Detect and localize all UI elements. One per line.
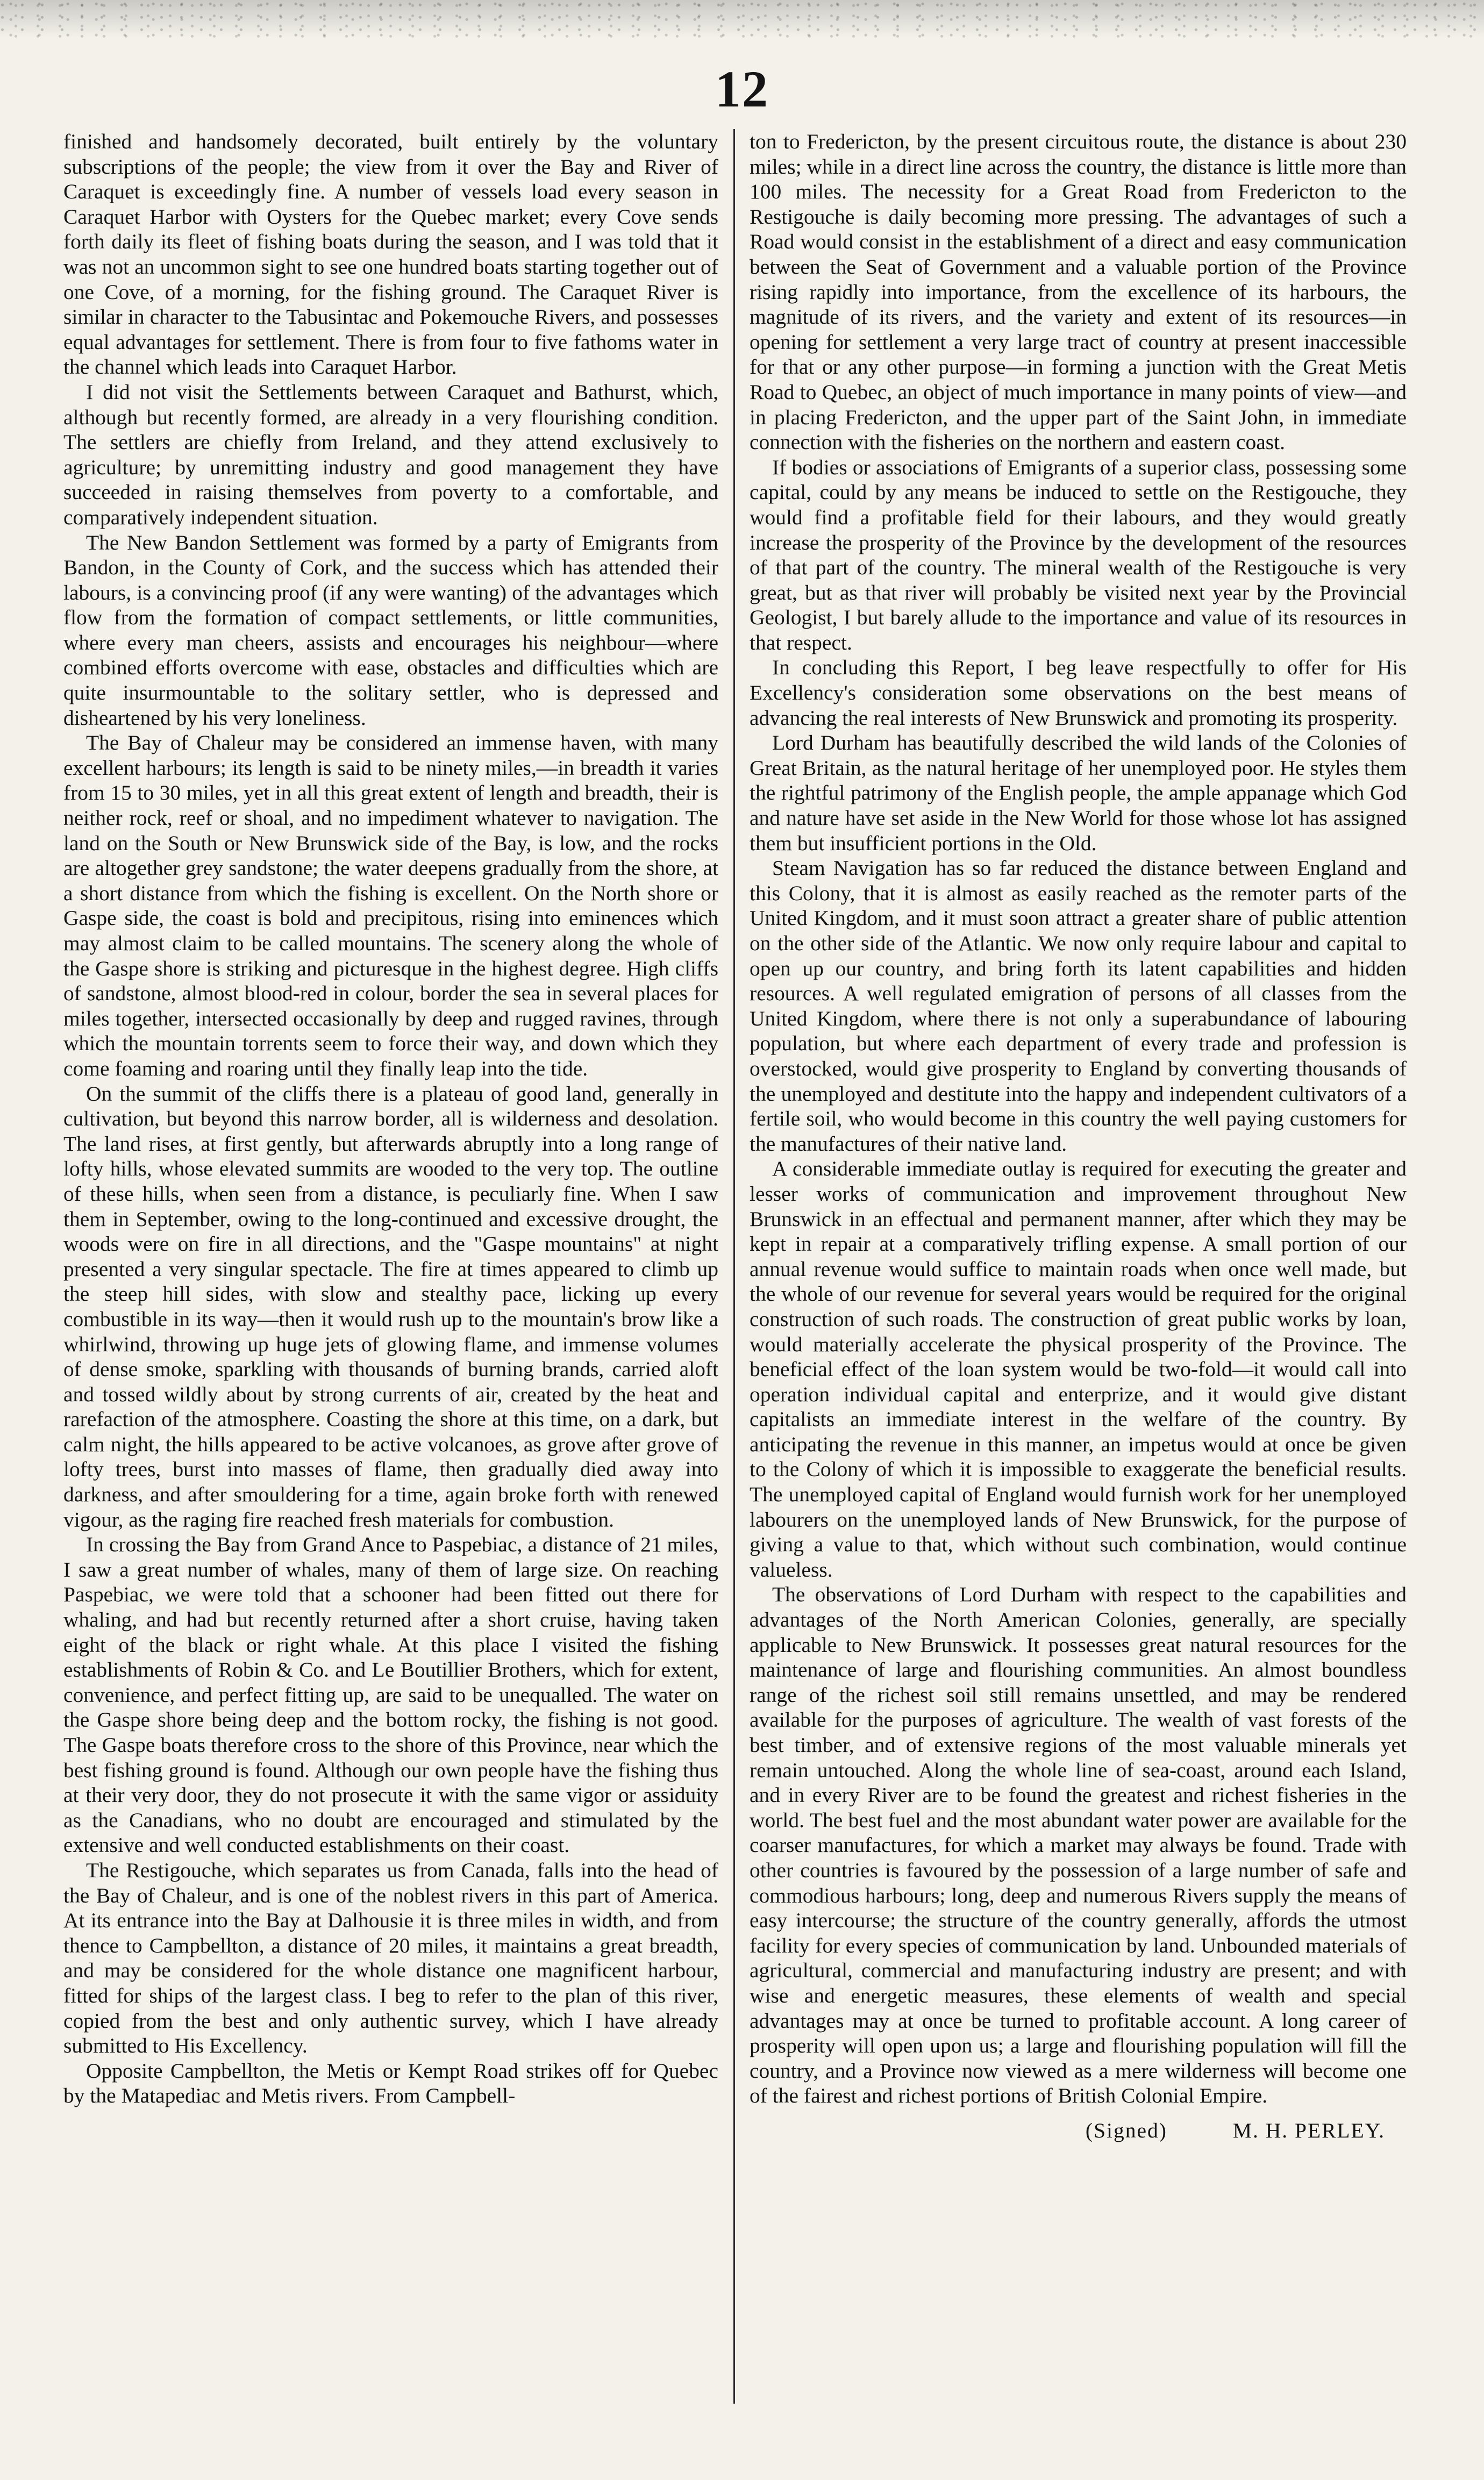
paragraph: A considerable immediate outlay is required for executing the greater and lesser works of communication and improvement throughout New Brunswick in an effectual and permanent manner, after which they may be kept in repair at a comparatively trifling expense. A small portion of our annual revenue would suffice to maintain roads when once well made, but the whole of our revenue for several years would be required for the original construction of such roads. The construction of great public works by loan, would materially accelerate the physical prosperity of the Province. The beneficial effect of the loan system would be two-fold—it would call into operation individual capital and enterprize, and it would give distant capitalists an immediate interest in the welfare of the country. By anticipating the revenue in this manner, an impetus would at once be given to the Colony of which it is impossible to exaggerate the beneficial results. The unemployed capital of England would furnish work for her unemployed labourers on the unemployed lands of New Brunswick, for the purpose of giving a value to that, which without such combination, would continue valueless. — [750, 1157, 1407, 1581]
right-column — [750, 129, 1407, 2143]
page-number: 12 — [715, 60, 769, 118]
signature-name: M. H. PERLEY. — [1232, 2118, 1385, 2142]
signature-label: (Signed) — [1085, 2118, 1167, 2142]
signature — [750, 2118, 1407, 2143]
paragraph: finished and handsomely decorated, built entirely by the voluntary subscriptions of the people; the view from it over the Bay and River of Caraquet is exceedingly fine. A number of vessels load every season in Caraquet Harbor with Oysters for the Quebec market; every Cove sends forth daily its fleet of fishing boats during the season, and I was told that it was not an uncommon sight to see one hundred boats starting together out of one Cove, of a morning, for the fishing ground. The Caraquet River is similar in character to the Tabusintac and Pokemouche Rivers, and possesses equal advantages for settlement. There is from four to five fathoms water in the channel which leads into Caraquet Harbor. — [63, 130, 718, 379]
paragraph: If bodies or associations of Emigrants of a superior class, possessing some capital, could by any means be induced to settle on the Restigouche, they would find a profitable field for their labours, and they would greatly increase the prosperity of the Province by the development of the resources of that part of the country. The mineral wealth of the Restigouche is very great, but as that river will probably be visited next year by the Provincial Geologist, I but barely allude to the importance and value of its resources in that respect. — [750, 455, 1407, 654]
paragraph: In concluding this Report, I beg leave respectfully to offer for His Excellency's consideration some observations on the best means of advancing the real interests of New Brunswick and promoting its prosperity. — [750, 655, 1407, 730]
paragraph: The Restigouche, which separates us from Canada, falls into the head of the Bay of Chaleur, and is one of the noblest rivers in this part of America. At its entrance into the Bay at Dalhousie it is three miles in width, and from thence to Campbellton, a distance of 20 miles, it maintains a great breadth, and may be considered for the whole distance one magnificent harbour, fitted for ships of the largest class. I beg to refer to the plan of this river, copied from the best and only authentic survey, which I have already submitted to His Excellency. — [63, 1858, 718, 2058]
paragraph: Steam Navigation has so far reduced the distance between England and this Colony, that it is almost as easily reached as the remoter parts of the United Kingdom, and it must soon attract a greater share of public attention on the other side of the Atlantic. We now only require labour and capital to open up our country, and bring forth its latent capabilities and hidden resources. A well regulated emigration of persons of all classes from the United Kingdom, where there is not only a superabundance of labouring population, but where each department of every trade and profession is overstocked, would give prosperity to England by converting thousands of the unemployed and destitute into the happy and independent cultivators of a fertile soil, who would become in this country the well paying customers for the manufactures of their native land. — [750, 856, 1407, 1156]
paragraph: Lord Durham has beautifully described the wild lands of the Colonies of Great Britain, as the natural heritage of her unemployed poor. He styles them the rightful patrimony of the English people, the ample appanage which God and nature have set aside in the New World for those whose lot has assigned them but insufficient portions in the Old. — [750, 731, 1407, 855]
paragraph: ton to Fredericton, by the present circuitous route, the distance is about 230 miles; while in a direct line across the country, the distance is little more than 100 miles. The necessity for a Great Road from Fredericton to the Restigouche is daily becoming more pressing. The advantages of such a Road would consist in the establishment of a direct and easy communication between the Seat of Government and a valuable portion of the Province rising rapidly into importance, from the excellence of its harbours, the magnitude of its rivers, and the variety and extent of its resources—in opening for settlement a very large tract of country at present inaccessible for that or any other purpose—in forming a junction with the Great Metis Road to Quebec, an object of much importance in many points of view—and in placing Fredericton, and the upper part of the Saint John, in immediate connection with the fisheries on the northern and eastern coast. — [750, 130, 1407, 454]
paragraph: On the summit of the cliffs there is a plateau of good land, generally in cultivation, but beyond this narrow border, all is wilderness and desolation. The land rises, at first gently, but afterwards abruptly into a long range of lofty hills, whose elevated summits are wooded to the very top. The outline of these hills, when seen from a distance, is peculiarly fine. When I saw them in September, owing to the long-continued and excessive drought, the woods were on fire in all directions, and the "Gaspe mountains" at night presented a very singular spectacle. The fire at times appeared to climb up the steep hill sides, with slow and stealthy pace, licking up every combustible in its way—then it would rush up to the mountain's brow like a whirlwind, throwing up huge jets of glowing flame, and immense volumes of dense smoke, sparkling with thousands of burning brands, carried aloft and tossed wildly about by strong currents of air, created by the heat and rarefaction of the atmosphere. Coasting the shore at this time, on a dark, but calm night, the hills appeared to be active volcanoes, as grove after grove of lofty trees, burst into masses of flame, then gradually died away into darkness, and after smouldering for a time, again broke forth with renewed vigour, as the raging fire reached fresh materials for combustion. — [63, 1081, 718, 1531]
paragraph: In crossing the Bay from Grand Ance to Paspebiac, a distance of 21 miles, I saw a great number of whales, many of them of large size. On reaching Paspebiac, we were told that a schooner had been fitted out there for whaling, and had but recently returned after a short cruise, having taken eight of the black or right whale. At this place I visited the fishing establishments of Robin & Co. and Le Boutillier Brothers, which for extent, convenience, and perfect fitting up, are said to be unequalled. The water on the Gaspe shore being deep and the bottom rocky, the fishing is not good. The Gaspe boats therefore cross to the shore of this Province, near which the best fishing ground is found. Although our own people have the fishing thus at their very door, they do not prosecute it with the same vigor or assiduity as the Canadians, who no doubt are encouraged and stimulated by the extensive and well conducted establishments on their coast. — [63, 1533, 718, 1857]
paragraph: I did not visit the Settlements between Caraquet and Bathurst, which, although but recently formed, are already in a very flourishing condition. The settlers are chiefly from Ireland, and they attend exclusively to agriculture; by unremitting industry and good management they have succeeded in raising themselves from poverty to a comfortable, and comparatively independent situation. — [63, 380, 718, 529]
paragraph: Opposite Campbellton, the Metis or Kempt Road strikes off for Quebec by the Matapediac and Metis rivers. From Campbell- — [63, 2058, 718, 2108]
paragraph: The observations of Lord Durham with respect to the capabilities and advantages of the North American Colonies, generally, are specially applicable to New Brunswick. It possesses great natural resources for the maintenance of large and flourishing communities. An almost boundless range of the richest soil still remains unsettled, and may be rendered available for the purposes of agriculture. The wealth of vast forests of the best timber, and of extensive regions of the most valuable minerals yet remain untouched. Along the whole line of sea-coast, around each Island, and in every River are to be found the greatest and richest fisheries in the world. The best fuel and the most abundant water power are available for the coarser manufactures, for which a market may always be found. Trade with other countries is favoured by the possession of a large number of safe and commodious harbours; long, deep and numerous Rivers supply the means of easy intercourse; the structure of the country generally, affords the utmost facility for every species of communication by land. Unbounded materials of agricultural, commercial and manufacturing industry are present; and with wise and energetic measures, these elements of wealth and special advantages may at once be turned to profitable account. A long career of prosperity will open upon us; a large and flourishing population will fill the country, and a Province now viewed as a mere wilderness will become one of the fairest and richest portions of British Colonial Empire. — [750, 1583, 1407, 2108]
left-column — [63, 129, 718, 2108]
paragraph: The Bay of Chaleur may be considered an immense haven, with many excellent harbours; its length is said to be ninety miles,—in breadth it varies from 15 to 30 miles, yet in all this great extent of length and breadth, their is neither rock, reef or shoal, and no impediment whatever to navigation. The land on the South or New Brunswick side of the Bay, is low, and the rocks are altogether grey sandstone; the water deepens gradually from the shore, at a short distance from which the fishing is excellent. On the North shore or Gaspe side, the coast is bold and precipitous, rising into eminences which may almost claim to be called mountains. The scenery along the whole of the Gaspe shore is striking and picturesque in the highest degree. High cliffs of sandstone, almost blood-red in colour, border the sea in several places for miles together, intersected occasionally by deep and rugged ravines, through which the mountain torrents seem to force their way, and down which they come foaming and roaring until they finally leap into the tide. — [63, 731, 718, 1080]
column-divider — [733, 129, 735, 2404]
paragraph: The New Bandon Settlement was formed by a party of Emigrants from Bandon, in the County of Cork, and the success which has attended their labours, is a convincing proof (if any were wanting) of the advantages which flow from the formation of compact settlements, or little communities, where every man cheers, assists and encourages his neighbour—where combined efforts overcome with ease, obstacles and difficulties which are quite insurmountable to the solitary settler, who is depressed and disheartened by his very loneliness. — [63, 530, 718, 730]
scan-speckle — [0, 0, 1484, 38]
